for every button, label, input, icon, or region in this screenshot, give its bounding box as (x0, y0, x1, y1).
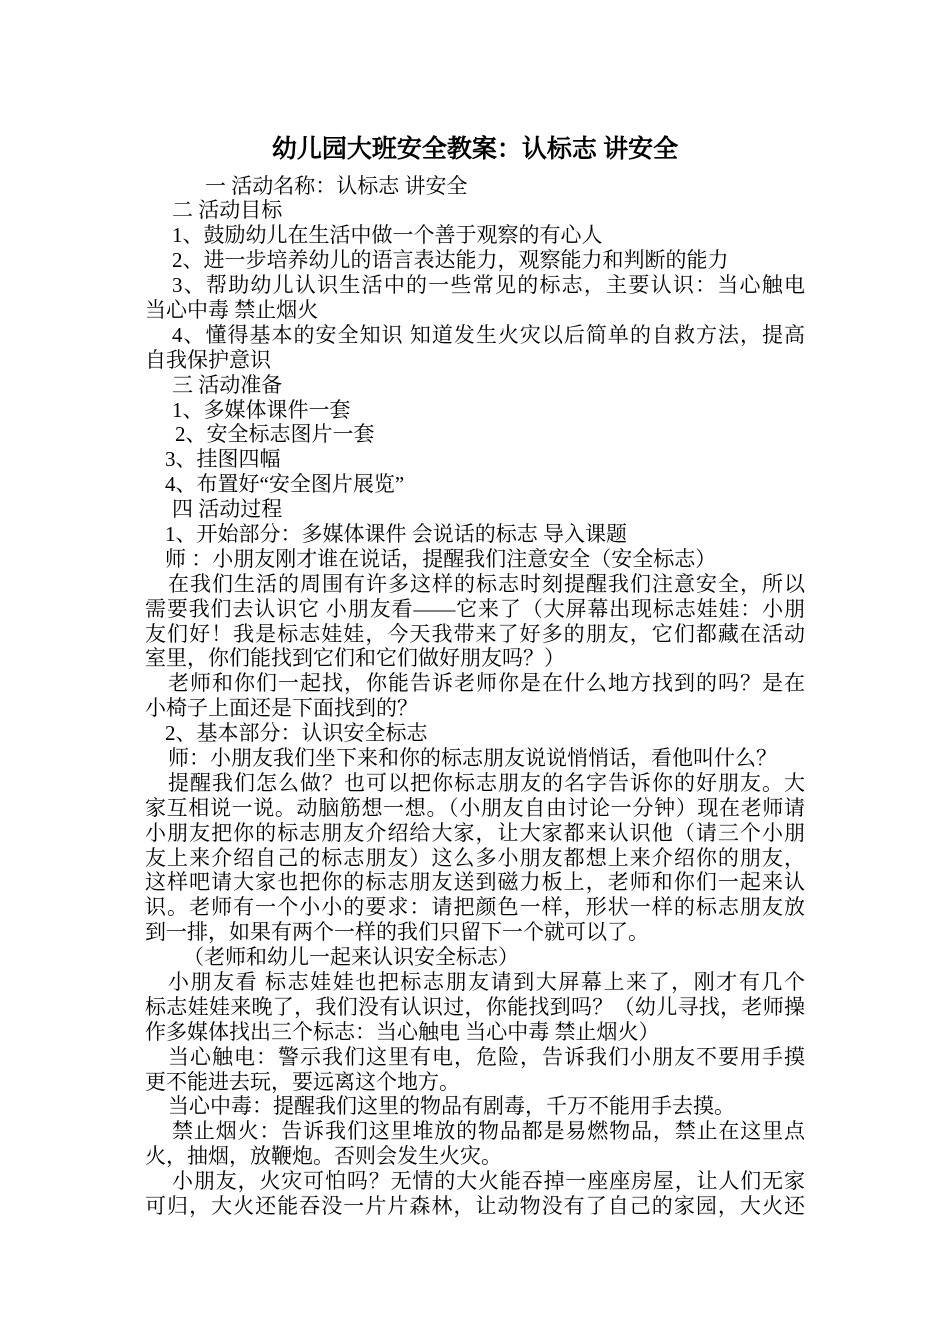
text-line: 1、多媒体课件一套 (172, 397, 351, 422)
text-line: 可归，大火还能吞没一片片森林，让动物没有了自己的家园，大火还 (145, 1194, 805, 1219)
text-line: （老师和幼儿一起来认识安全标志） (183, 945, 519, 970)
text-line: 识。老师有一个小小的要求：请把颜色一样，形状一样的标志朋友放 (145, 895, 805, 920)
text-line: 当心中毒：提醒我们这里的物品有剧毒，千万不能用手去摸。 (168, 1094, 735, 1119)
text-line: 火，抽烟，放鞭炮。否则会发生火灾。 (145, 1144, 502, 1169)
text-line: 2、安全标志图片一套 (175, 422, 375, 447)
text-line: 三 活动准备 (172, 372, 283, 397)
text-line: 2、进一步培养幼儿的语言表达能力，观察能力和判断的能力 (172, 248, 729, 273)
text-line: 一 活动名称：认标志 讲安全 (205, 173, 468, 198)
text-line: 师 ：小朋友刚才谁在说话，提醒我们注意安全（安全标志） (165, 546, 717, 571)
text-line: 在我们生活的周围有许多这样的标志时刻提醒我们注意安全，所以 (168, 571, 805, 596)
text-line: 1、开始部分：多媒体课件 会说话的标志 导入课题 (165, 521, 627, 546)
document-title: 幼儿园大班安全教案：认标志 讲安全 (271, 136, 679, 163)
text-line: 禁止烟火：告诉我们这里堆放的物品都是易燃物品，禁止在这里点 (172, 1119, 805, 1144)
text-line: 友们好！我是标志娃娃，今天我带来了好多的朋友，它们都藏在活动 (145, 621, 805, 646)
text-line: 4、布置好“安全图片展览” (165, 472, 405, 497)
text-line: 小朋友把你的标志朋友介绍给大家，让大家都来认识他（请三个小朋 (145, 820, 805, 845)
text-line: 室里，你们能找到它们和它们做好朋友吗？） (145, 646, 565, 671)
text-line: 更不能进去玩，要远离这个地方。 (145, 1069, 460, 1094)
text-line: 小椅子上面还是下面找到的？ (145, 696, 418, 721)
text-line: 友上来介绍自己的标志朋友）这么多小朋友都想上来介绍你的朋友， (145, 845, 805, 870)
text-line: 1、鼓励幼儿在生活中做一个善于观察的有心人 (172, 223, 603, 248)
text-line: 二 活动目标 (172, 198, 283, 223)
text-line: 师：小朋友我们坐下来和你的标志朋友说说悄悄话，看他叫什么？ (168, 745, 777, 770)
text-line: 到一排，如果有两个一样的我们只留下一个就可以了。 (145, 920, 649, 945)
text-line: 自我保护意识 (145, 347, 271, 372)
text-line: 需要我们去认识它 小朋友看——它来了（大屏幕出现标志娃娃：小朋 (145, 596, 805, 621)
text-line: 四 活动过程 (172, 497, 283, 522)
text-line: 3、挂图四幅 (165, 447, 281, 472)
document-body (145, 174, 805, 1219)
text-line: 小朋友，火灾可怕吗？无情的大火能吞掉一座座房屋，让人们无家 (172, 1169, 805, 1194)
text-line: 小朋友看 标志娃娃也把标志朋友请到大屏幕上来了，刚才有几个 (168, 970, 805, 994)
text-line: 标志娃娃来晚了，我们没有认识过，你能找到吗？（幼儿寻找，老师操 (145, 994, 805, 1019)
text-line: 这样吧请大家也把你的标志朋友送到磁力板上，老师和你们一起来认 (145, 870, 805, 895)
text-line: 提醒我们怎么做？也可以把你标志朋友的名字告诉你的好朋友。大 (168, 770, 805, 795)
text-line: 4、懂得基本的安全知识 知道发生火灾以后简单的自救方法，提高 (172, 322, 805, 347)
text-line: 2、基本部分：认识安全标志 (165, 721, 428, 746)
text-line: 老师和你们一起找，你能告诉老师你是在什么地方找到的吗？是在 (168, 671, 805, 696)
text-line: 当心中毒 禁止烟火 (145, 297, 319, 322)
text-line: 当心触电：警示我们这里有电，危险，告诉我们小朋友不要用手摸 (168, 1044, 805, 1069)
text-line: 3、帮助幼儿认识生活中的一些常见的标志，主要认识：当心触电 (172, 273, 805, 298)
text-line: 作多媒体找出三个标志：当心触电 当心中毒 禁止烟火） (145, 1019, 660, 1044)
text-line: 家互相说一说。动脑筋想一想。（小朋友自由讨论一分钟）现在老师请 (145, 795, 805, 820)
